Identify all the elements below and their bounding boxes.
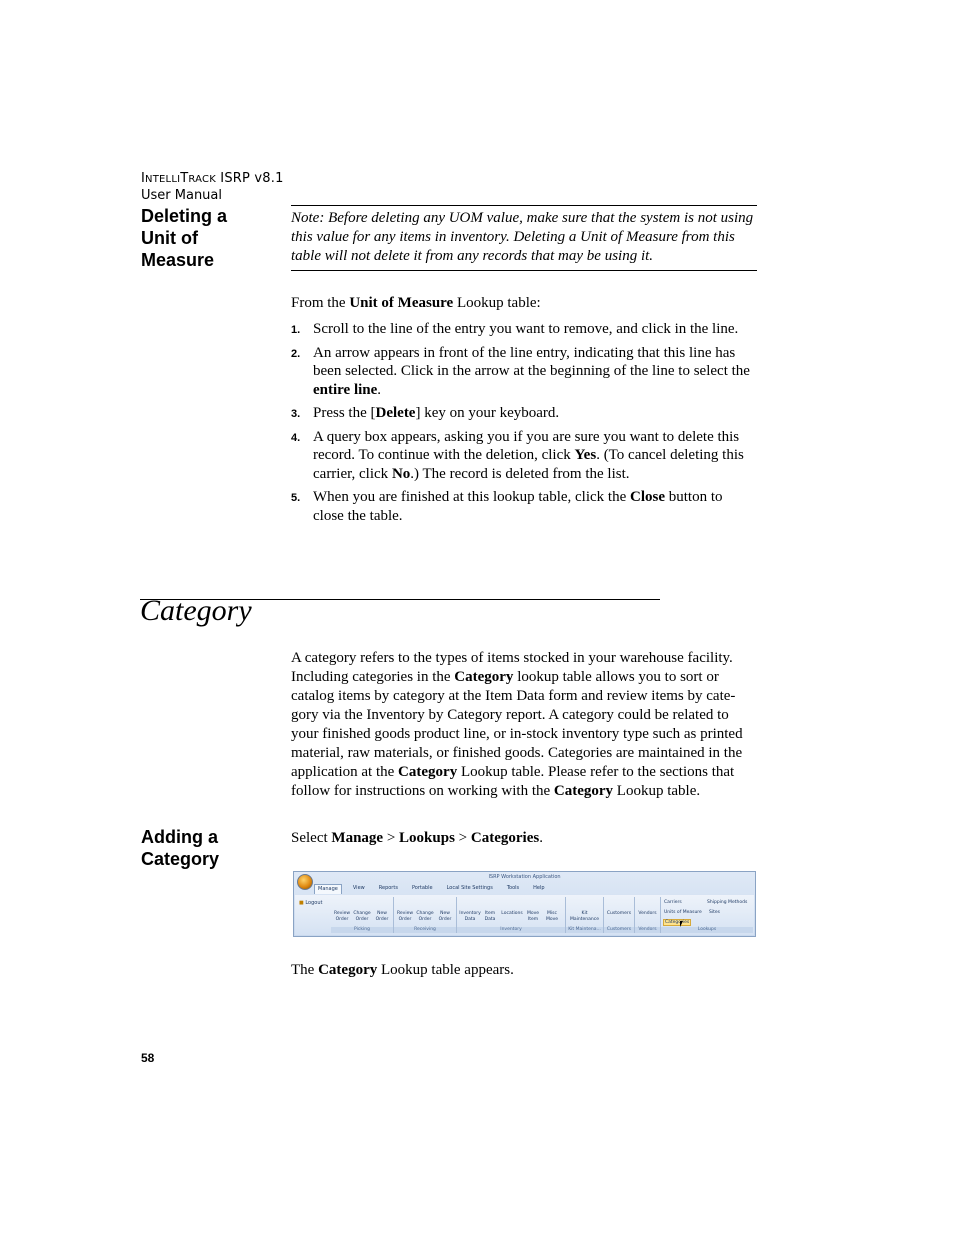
group-label-kit: Kit Maintena... — [566, 927, 603, 933]
app-orb-icon[interactable] — [297, 874, 313, 890]
group-vendors — [635, 897, 661, 933]
new-order-button[interactable]: New Order — [438, 911, 452, 922]
units-of-measure-button[interactable]: Units of Measure — [664, 910, 702, 915]
running-header-subtitle: User Manual — [141, 188, 223, 203]
step-2: 2. An arrow appears in front of the line entry, indicating that this line has been selected. Click in the arrow at the beginning of the line to select the entire line. — [291, 344, 750, 398]
steps-list — [291, 320, 757, 530]
sites-button[interactable]: Sites — [709, 910, 720, 915]
group-customers — [604, 897, 635, 933]
move-item-button[interactable]: Move Item — [526, 911, 540, 922]
step-4: 4. A query box appears, asking you if you are sure you want to delete this record. To continue with the deletion, click Yes. (To cancel deleting this carrier, click No.) The record is deleted from the list. — [291, 428, 744, 482]
group-label-inventory: Inventory — [457, 927, 565, 933]
select-instruction: Select Manage > Lookups > Categories. — [291, 830, 543, 846]
tab-portable[interactable]: Portable — [411, 885, 433, 891]
misc-move-button[interactable]: Misc Move — [545, 911, 559, 922]
section-heading-deleting: Deleting a Unit of Measure — [141, 206, 228, 270]
group-label-lookups: Lookups — [661, 927, 753, 933]
chapter-title: Category — [140, 594, 252, 627]
result-paragraph: The Category Lookup table appears. — [291, 962, 514, 978]
tab-tools[interactable]: Tools — [506, 885, 520, 891]
group-inventory — [457, 897, 566, 933]
shipping-methods-button[interactable]: Shipping Methods — [707, 900, 748, 905]
group-receiving — [394, 897, 457, 933]
group-label-picking: Picking — [331, 927, 393, 933]
group-lookups — [661, 897, 753, 933]
tab-help[interactable]: Help — [533, 885, 545, 891]
tab-manage[interactable]: Manage — [314, 884, 342, 894]
note-box: Note: Before deleting any UOM value, make sure that the system is not using this value for any items in inventory. Deleting a Unit of Measure from this table will not delete it from any records that may be using it. — [291, 205, 757, 271]
ribbon-screenshot — [293, 871, 756, 937]
vendors-button[interactable]: Vendors — [638, 911, 657, 916]
section-heading-adding: Adding a Category — [141, 827, 220, 869]
step-1: 1. Scroll to the line of the entry you want to remove, and click in the line. — [291, 321, 739, 337]
group-kit-maintenance — [566, 897, 604, 933]
intro-paragraph: From the Unit of Measure Lookup table: — [291, 295, 541, 311]
review-order-button[interactable]: Review Order — [333, 911, 351, 922]
review-order-button[interactable]: Review Order — [396, 911, 414, 922]
mouse-cursor-icon — [680, 921, 683, 927]
categories-button[interactable]: Categories — [665, 920, 690, 925]
kit-maintenance-button[interactable]: Kit Maintenance — [570, 911, 599, 922]
logout-icon: ■ — [299, 900, 304, 906]
tab-view[interactable]: View — [352, 885, 365, 891]
window-title: ISRP Workstation Application — [488, 874, 561, 880]
step-3: 3. Press the [Delete] key on your keyboard. — [291, 405, 560, 421]
group-label-vendors: Vendors — [635, 927, 660, 933]
inventory-data-button[interactable]: Inventory Data — [459, 911, 481, 922]
change-order-button[interactable]: Change Order — [416, 911, 434, 922]
page-number: 58 — [141, 1051, 155, 1065]
logout-button[interactable]: ■ Logout — [299, 900, 323, 906]
locations-button[interactable]: Locations — [501, 911, 523, 916]
logout-area — [297, 897, 329, 933]
ribbon-body — [295, 895, 754, 935]
tab-local-site-settings[interactable]: Local Site Settings — [446, 885, 493, 891]
customers-button[interactable]: Customers — [606, 911, 632, 916]
change-order-button[interactable]: Change Order — [353, 911, 371, 922]
new-order-button[interactable]: New Order — [375, 911, 389, 922]
carriers-button[interactable]: Carriers — [664, 900, 682, 905]
ribbon-tabs — [314, 884, 548, 894]
step-5: 5. When you are finished at this lookup table, click the Close button to close the table. — [291, 489, 723, 524]
running-header-title: INTELLITRACK ISRP v8.1 — [141, 171, 284, 186]
category-paragraph: A category refers to the types of items stocked in your warehouse facility. Including categories in the Category lookup table allows you to sort or catalog items by category at the Item Data form and review items by cate-gory via the Inventory by Category report. A category could be related to your finished goods product line, or in-stock inventory type such as printed material, raw materials, or finished goods. Categories are maintained in the application at the Category Lookup table. Please refer to the sections that follow for instructions on working with the Category Lookup table. — [291, 650, 743, 799]
group-picking — [331, 897, 394, 933]
group-label-receiving: Receiving — [394, 927, 456, 933]
tab-reports[interactable]: Reports — [378, 885, 398, 891]
item-data-button[interactable]: Item Data — [484, 911, 496, 922]
group-label-customers: Customers — [604, 927, 634, 933]
